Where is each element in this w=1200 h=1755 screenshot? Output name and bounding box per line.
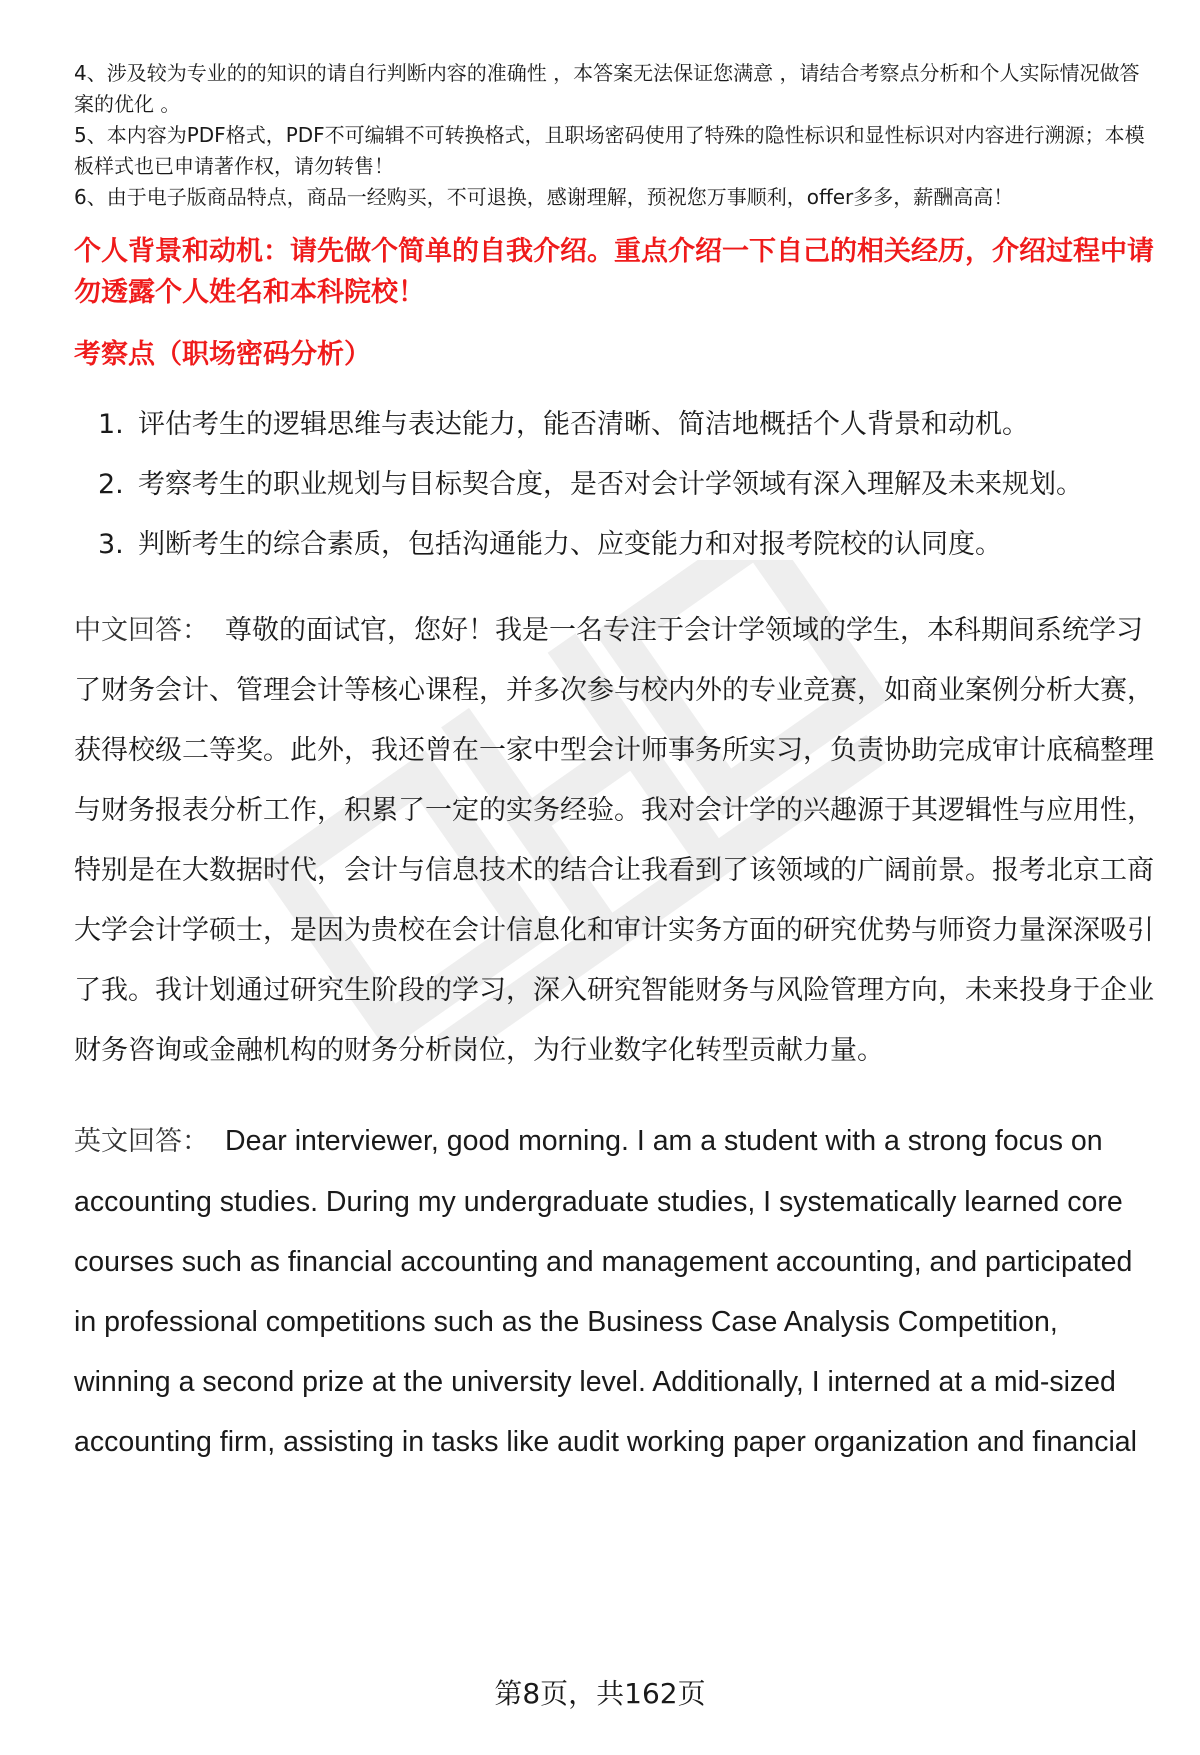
note-4: 4、涉及较为专业的的知识的请自行判断内容的准确性 ，本答案无法保证您满意 ，请结合考察点分析和个人实际情况做答案的优化 。 (74, 61, 1140, 116)
section-title: 考察点（职场密码分析） (74, 339, 371, 370)
chinese-answer-text: 尊敬的面试官，您好！我是一名专注于会计学领域的学生，本科期间系统学习了财务会计、管理会计等核心课程，并多次参与校内外的专业竞赛，如商业案例分析大赛，获得校级二等奖。此外，我还曾在一家中型会计师事务所实习，负责协助完成审计底稿整理与财务报表分析工作，积累了一定的实务经验。我对会计学的兴趣源于其逻辑性与应用性，特别是在大数据时代，会计与信息技术的结合让我看到了该领域的广阔前景。报考北京工商大学会计学硕士，是因为贵校在会计信息化和审计实务方面的研究优势与师资力量深深吸引了我。我计划通过研究生阶段的学习，深入研究智能财务与风险管理方向，未来投身于企业财务咨询或金融机构的财务分析岗位，为行业数字化转型贡献力量。 (74, 615, 1154, 1066)
evaluation-points-list (74, 395, 1154, 575)
list-item-text: 判断考生的综合素质，包括沟通能力、应变能力和对报考院校的认同度。 (138, 529, 1002, 560)
list-item-text: 考察考生的职业规划与目标契合度，是否对会计学领域有深入理解及未来规划。 (138, 469, 1083, 500)
list-item-number: 2. (98, 469, 124, 500)
list-item (74, 455, 1154, 515)
english-answer-label: 英文回答： (74, 1126, 209, 1157)
page-number: 第8页，共162页 (494, 1677, 706, 1710)
list-item-number: 1. (98, 409, 124, 440)
chinese-answer (74, 601, 1154, 1081)
chinese-answer-label: 中文回答： (74, 615, 209, 646)
english-answer-text: Dear interviewer, good morning. I am a student with a strong focus on accounting studies. During my undergraduate studies, I systematically learned core courses such as financial accounting and management accounting, and participated in professional competitions such as the Business Case Analysis Competition, winning a second prize at the university level. Additionally, I interned at a mid-sized accounting firm, assisting in tasks like audit working paper organization and financial (74, 1125, 1137, 1458)
list-item (74, 395, 1154, 455)
notes-block (74, 58, 1154, 213)
list-item-number: 3. (98, 529, 124, 560)
list-item (74, 515, 1154, 575)
list-item-text: 评估考生的逻辑思维与表达能力，能否清晰、简洁地概括个人背景和动机。 (138, 409, 1029, 440)
note-6: 6、由于电子版商品特点，商品一经购买，不可退换，感谢理解，预祝您万事顺利，offer多多，薪酬高高！ (74, 185, 1014, 209)
document-body (74, 58, 1154, 1472)
english-answer (74, 1111, 1154, 1472)
note-5: 5、本内容为PDF格式，PDF不可编辑不可转换格式，且职场密码使用了特殊的隐性标识和显性标识对内容进行溯源；本模板样式也已申请著作权，请勿转售！ (74, 123, 1145, 178)
interview-question: 个人背景和动机：请先做个简单的自我介绍。重点介绍一下自己的相关经历，介绍过程中请勿透露个人姓名和本科院校！ (74, 236, 1154, 308)
